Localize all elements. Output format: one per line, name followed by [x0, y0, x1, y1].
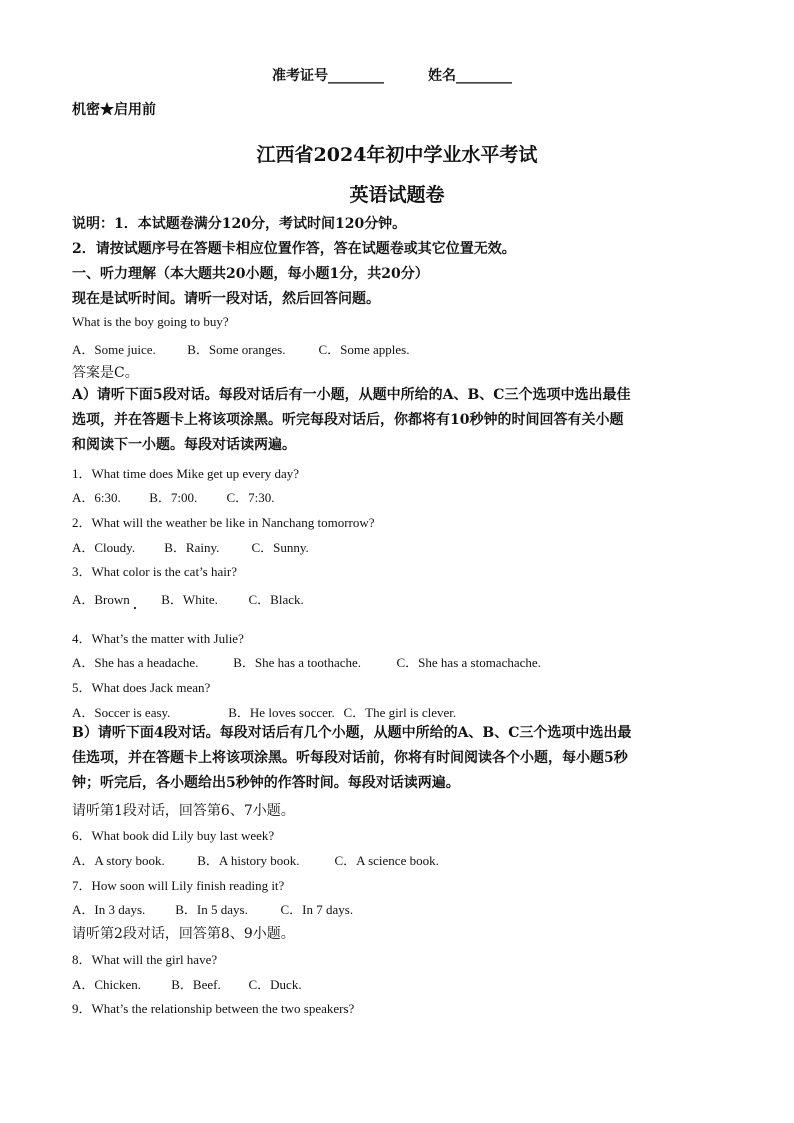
- option-b: B．White.: [161, 592, 218, 607]
- question-9: 9．What’s the relationship between the two speakers?: [72, 1001, 355, 1016]
- question-4: 4．What’s the matter with Julie?: [72, 631, 244, 646]
- option-b: B．7:00.: [149, 490, 198, 505]
- practice-answer: 答案是C。: [72, 365, 139, 381]
- name-field: 姓名________: [428, 68, 512, 84]
- option-c: C．In 7 days.: [280, 902, 354, 917]
- option-c: C．Black.: [248, 592, 304, 607]
- part-b-line: B）请听下面4段对话。每段对话后有几个小题，从题中所给的A、B、C三个选项中选出最: [72, 725, 632, 741]
- option-b: B．She has a toothache.: [233, 655, 362, 670]
- question-5: 5．What does Jack mean?: [72, 680, 211, 695]
- stray-dot: [134, 607, 136, 609]
- note-1: 说明：1．本试题卷满分120分，考试时间120分钟。: [72, 216, 407, 232]
- exam-id-field: 准考证号________: [272, 68, 384, 84]
- part-b-line: 钟；听完后，各小题给出5秒钟的作答时间。每段对话读两遍。: [72, 775, 460, 791]
- option-c: C．Duck.: [248, 977, 302, 992]
- option-a: A．Brown: [72, 592, 130, 607]
- question-8: 8．What will the girl have?: [72, 952, 218, 967]
- option-a: A．6:30.: [72, 490, 121, 505]
- option-c: C．She has a stomachache.: [396, 655, 541, 670]
- option-b: B．Beef.: [171, 977, 221, 992]
- option-c: C．A science book.: [334, 853, 439, 868]
- exam-title: 江西省2024年初中学业水平考试: [256, 144, 538, 166]
- option-b: B．Rainy.: [164, 540, 220, 555]
- question-1: 1．What time does Mike get up every day?: [72, 466, 300, 481]
- question-7-options: [72, 899, 353, 918]
- exam-subtitle: 英语试题卷: [349, 184, 445, 206]
- option-a: A．A story book.: [72, 853, 165, 868]
- option-c: C．The girl is clever.: [343, 705, 457, 720]
- section-heading: 一、听力理解（本大题共20小题，每小题1分，共20分）: [72, 266, 429, 282]
- question-6: 6．What book did Lily buy last week?: [72, 828, 275, 843]
- question-2: 2．What will the weather be like in Nanchang tomorrow?: [72, 515, 375, 530]
- option-b: B．A history book.: [197, 853, 300, 868]
- question-4-options: [72, 652, 541, 671]
- part-a-line: A）请听下面5段对话。每段对话后有一小题，从题中所给的A、B、C三个选项中选出最佳: [72, 387, 631, 403]
- option-a: A．Cloudy.: [72, 540, 136, 555]
- question-1-options: [72, 487, 275, 506]
- option-a: A．Some juice.: [72, 342, 156, 357]
- part-a-instructions: [72, 383, 722, 458]
- part-b-line: 佳选项，并在答题卡上将该项涂黑。听每段对话前，你将有时间阅读各个小题，每小题5秒: [72, 750, 628, 766]
- question-3: 3．What color is the cat’s hair?: [72, 564, 237, 579]
- option-a: A．In 3 days.: [72, 902, 146, 917]
- option-a: A．Soccer is easy.: [72, 705, 171, 720]
- option-b: B．Some oranges.: [187, 342, 286, 357]
- option-c: C．7:30.: [226, 490, 275, 505]
- option-a: A．She has a headache.: [72, 655, 199, 670]
- dialog-1-intro: 请听第1段对话，回答第6、7小题。: [72, 803, 295, 819]
- dialog-2-intro: 请听第2段对话，回答第8、9小题。: [72, 926, 295, 942]
- part-b-instructions: [72, 721, 722, 796]
- question-3-options: [72, 589, 304, 608]
- option-b: B．He loves soccer.: [228, 705, 335, 720]
- question-5-options: [72, 702, 456, 721]
- note-2: 2．请按试题序号在答题卡相应位置作答，答在试题卷或其它位置无效。: [72, 241, 516, 257]
- option-c: C．Sunny.: [251, 540, 309, 555]
- practice-question: What is the boy going to buy?: [72, 314, 229, 329]
- question-2-options: [72, 537, 309, 556]
- secret-label: 机密★启用前: [72, 102, 156, 118]
- question-6-options: [72, 850, 439, 869]
- practice-intro: 现在是试听时间。请听一段对话，然后回答问题。: [72, 291, 380, 307]
- option-c: C．Some apples.: [318, 342, 410, 357]
- part-a-line: 和阅读下一小题。每段对话读两遍。: [72, 437, 296, 453]
- question-8-options: [72, 974, 302, 993]
- option-a: A．Chicken.: [72, 977, 141, 992]
- option-b: B．In 5 days.: [175, 902, 248, 917]
- question-7: 7．How soon will Lily finish reading it?: [72, 878, 285, 893]
- part-a-line: 选项，并在答题卡上将该项涂黑。听完每段对话后，你都将有10秒钟的时间回答有关小题: [72, 412, 624, 428]
- practice-options: [72, 339, 410, 358]
